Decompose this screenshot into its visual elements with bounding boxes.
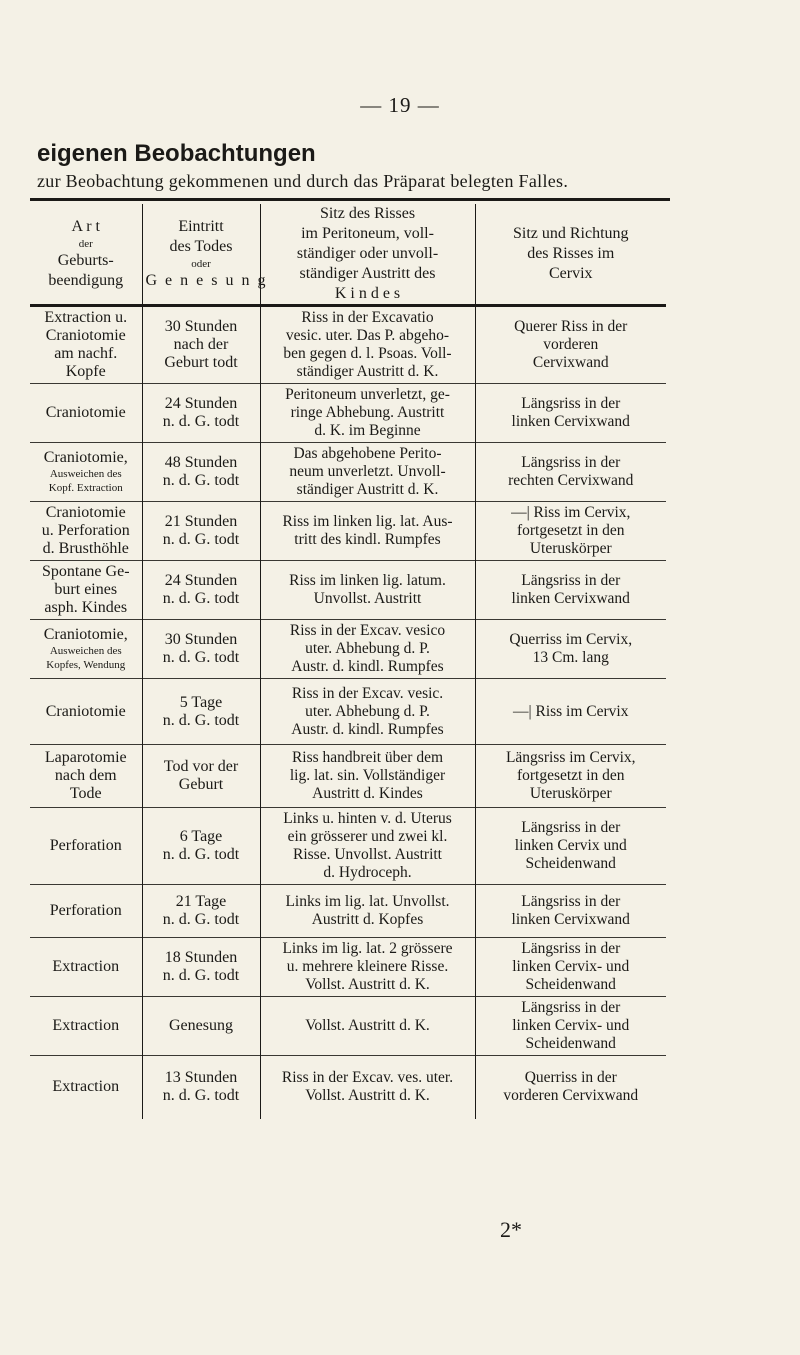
header-art bbox=[30, 204, 142, 306]
cell-eintritt-line: n. d. G. todt bbox=[162, 1087, 240, 1105]
cell-sitz-line: Vollst. Austritt d. K. bbox=[305, 976, 430, 993]
cell-cervix bbox=[475, 443, 666, 502]
header-line: der bbox=[78, 238, 93, 250]
cell-cervix bbox=[475, 620, 666, 679]
cell-eintritt-line: 21 Stunden bbox=[164, 513, 238, 530]
cell-sitz-line: neum unverletzt. Unvoll- bbox=[289, 463, 446, 480]
cell-art-line: Kopfes, Wendung bbox=[46, 659, 126, 671]
cell-art-line: Spontane Ge- bbox=[41, 563, 130, 580]
cell-cervix bbox=[475, 679, 666, 745]
cell-eintritt-line: 5 Tage bbox=[179, 693, 223, 711]
table-row bbox=[30, 679, 666, 745]
cell-sitz bbox=[260, 997, 475, 1056]
cell-art-line: Extraction u. bbox=[44, 309, 128, 326]
table-row bbox=[30, 885, 666, 938]
cell-sitz bbox=[260, 502, 475, 561]
cell-art bbox=[30, 1056, 142, 1119]
cell-sitz bbox=[260, 306, 475, 384]
cell-cervix-line: Cervixwand bbox=[532, 354, 609, 371]
table-row bbox=[30, 502, 666, 561]
observation-table bbox=[30, 204, 666, 1119]
cell-cervix bbox=[475, 1056, 666, 1119]
cell-sitz-line: ständiger Austritt d. K. bbox=[296, 363, 439, 380]
cell-cervix-line: Längsriss in der bbox=[521, 999, 621, 1016]
cell-eintritt bbox=[142, 306, 260, 384]
table-row bbox=[30, 384, 666, 443]
cell-sitz-line: d. K. im Beginne bbox=[314, 422, 421, 439]
cell-art bbox=[30, 745, 142, 808]
header-line: G e n e s u n g bbox=[145, 272, 268, 289]
cell-sitz bbox=[260, 808, 475, 885]
cell-cervix bbox=[475, 938, 666, 997]
cell-eintritt-line: 13 Stunden bbox=[164, 1069, 238, 1087]
cell-eintritt-line: Geburt bbox=[178, 776, 224, 793]
cell-art-line: Craniotomie bbox=[45, 702, 126, 720]
cell-cervix-line: fortgesetzt in den bbox=[516, 522, 625, 539]
table-row bbox=[30, 745, 666, 808]
cell-cervix-line: vorderen bbox=[543, 336, 599, 353]
cell-sitz-line: Links im lig. lat. Unvollst. bbox=[285, 893, 450, 910]
cell-cervix-line: Längsriss in der bbox=[521, 572, 621, 589]
cell-art bbox=[30, 443, 142, 502]
header-line: ständiger Austritt des bbox=[299, 265, 436, 282]
cell-sitz-line: Riss in der Excavatio bbox=[301, 309, 434, 326]
cell-eintritt-line: Genesung bbox=[169, 1017, 233, 1034]
cell-sitz-line: Unvollst. Austritt bbox=[313, 590, 422, 607]
cell-sitz-line: lig. lat. sin. Vollständiger bbox=[289, 767, 446, 784]
cell-cervix-line: linken Cervix und bbox=[514, 837, 627, 854]
header-eintritt bbox=[142, 204, 268, 306]
cell-cervix bbox=[475, 306, 666, 384]
cell-eintritt-line: Tod vor der bbox=[163, 758, 239, 775]
cell-cervix-line: fortgesetzt in den bbox=[516, 767, 625, 784]
cell-eintritt-line: n. d. G. todt bbox=[162, 413, 240, 430]
cell-cervix-line: Uteruskörper bbox=[529, 785, 612, 802]
cell-art-line: Extraction bbox=[52, 958, 120, 975]
cell-eintritt-line: 30 Stunden bbox=[164, 631, 238, 648]
cell-sitz-line: uter. Abhebung d. P. bbox=[305, 702, 430, 720]
cell-cervix bbox=[475, 561, 666, 620]
cell-art-line: Ausweichen des bbox=[49, 468, 122, 480]
cell-cervix bbox=[475, 808, 666, 885]
cell-sitz-line: ein grösserer und zwei kl. bbox=[287, 828, 448, 845]
cell-sitz-line: ständiger Austritt d. K. bbox=[296, 481, 439, 498]
cell-art bbox=[30, 561, 142, 620]
cell-cervix-line: Uteruskörper bbox=[529, 540, 612, 557]
header-line: des Risses im bbox=[527, 245, 615, 262]
cell-cervix-line: linken Cervixwand bbox=[511, 590, 630, 607]
cell-sitz-line: ben gegen d. l. Psoas. Voll- bbox=[283, 345, 452, 362]
cell-sitz-line: Vollst. Austritt d. K. bbox=[305, 1017, 430, 1034]
cell-eintritt-line: 24 Stunden bbox=[164, 395, 238, 412]
cell-eintritt-line: n. d. G. todt bbox=[162, 590, 240, 607]
cell-art bbox=[30, 997, 142, 1056]
cell-eintritt-line: n. d. G. todt bbox=[162, 649, 240, 666]
cell-eintritt bbox=[142, 938, 260, 997]
cell-eintritt-line: n. d. G. todt bbox=[162, 967, 240, 984]
cell-cervix bbox=[475, 997, 666, 1056]
cell-eintritt-line: nach der bbox=[173, 336, 229, 353]
cell-sitz-line: Austr. d. kindl. Rumpfes bbox=[291, 658, 444, 675]
cell-art-line: Tode bbox=[69, 785, 102, 802]
cell-eintritt-line: 48 Stunden bbox=[164, 454, 238, 471]
cell-cervix bbox=[475, 885, 666, 938]
cell-eintritt bbox=[142, 443, 260, 502]
cell-cervix-line: Querriss im Cervix, bbox=[509, 631, 633, 648]
cell-art-line: Kopf. Extraction bbox=[48, 482, 123, 494]
cell-eintritt-line: n. d. G. todt bbox=[162, 711, 240, 729]
cell-cervix bbox=[475, 384, 666, 443]
cell-sitz-line: Das abgehobene Perito- bbox=[293, 445, 442, 462]
cell-sitz-line: Risse. Unvollst. Austritt bbox=[293, 846, 442, 863]
header-line: Sitz des Risses bbox=[319, 205, 416, 222]
cell-cervix-line: Längsriss in der bbox=[521, 893, 621, 910]
cell-cervix-line: —| Riss im Cervix bbox=[513, 702, 629, 720]
cell-art-line: asph. Kindes bbox=[44, 599, 128, 616]
cell-art bbox=[30, 885, 142, 938]
cell-eintritt bbox=[142, 1056, 260, 1119]
cell-art bbox=[30, 938, 142, 997]
cell-cervix-line: Längsriss in der bbox=[521, 454, 621, 471]
cell-cervix bbox=[475, 502, 666, 561]
cell-cervix-line: linken Cervix- und bbox=[512, 958, 630, 975]
table-row bbox=[30, 1056, 666, 1119]
cell-sitz-line: Riss in der Excav. vesico bbox=[289, 622, 446, 639]
cell-sitz-line: Riss in der Excav. vesic. bbox=[291, 684, 444, 702]
cell-art-line: Ausweichen des bbox=[49, 645, 122, 657]
table-top-rule bbox=[30, 198, 670, 201]
cell-cervix-line: Scheidenwand bbox=[525, 976, 616, 993]
cell-art-line: Perforation bbox=[49, 902, 122, 919]
cell-art-line: Craniotomie bbox=[45, 504, 126, 521]
cell-eintritt-line: Geburt todt bbox=[164, 354, 238, 371]
cell-cervix-line: Scheidenwand bbox=[525, 1035, 616, 1052]
cell-cervix-line: vorderen Cervixwand bbox=[503, 1087, 639, 1105]
cell-art-line: Craniotomie bbox=[45, 404, 126, 421]
cell-art bbox=[30, 384, 142, 443]
cell-eintritt bbox=[142, 997, 260, 1056]
cell-cervix-line: Längsriss in der bbox=[521, 819, 621, 836]
signature-mark: 2* bbox=[500, 1217, 522, 1242]
cell-eintritt bbox=[142, 620, 260, 679]
header-line: des Todes bbox=[169, 238, 233, 255]
header-row bbox=[30, 204, 666, 306]
header-sitz-peritoneum bbox=[260, 204, 475, 306]
table-row bbox=[30, 938, 666, 997]
header-line: Geburts- bbox=[57, 252, 114, 269]
header-line: oder bbox=[191, 258, 211, 270]
cell-art bbox=[30, 808, 142, 885]
cell-eintritt bbox=[142, 885, 260, 938]
header-line: im Peritoneum, voll- bbox=[301, 225, 434, 242]
cell-sitz-line: Austritt d. Kindes bbox=[312, 785, 423, 802]
header-line: ständiger oder unvoll- bbox=[296, 245, 439, 262]
cell-eintritt bbox=[142, 561, 260, 620]
cell-cervix-line: linken Cervixwand bbox=[511, 413, 630, 430]
cell-art-line: Craniotomie, bbox=[43, 626, 128, 643]
header-line: K i n d e s bbox=[334, 285, 401, 302]
cell-cervix-line: linken Cervixwand bbox=[511, 911, 630, 928]
cell-sitz-line: vesic. uter. Das P. abgeho- bbox=[285, 327, 450, 344]
cell-sitz-line: Links u. hinten v. d. Uterus bbox=[283, 810, 452, 827]
cell-sitz-line: Riss im linken lig. lat. Aus- bbox=[282, 513, 453, 530]
cell-sitz-line: Peritoneum unverletzt, ge- bbox=[285, 386, 450, 403]
cell-eintritt-line: 30 Stunden bbox=[164, 318, 238, 335]
cell-art-line: nach dem bbox=[54, 767, 117, 784]
cell-sitz-line: u. mehrere kleinere Risse. bbox=[286, 958, 449, 975]
header-line: Cervix bbox=[548, 265, 593, 282]
cell-eintritt bbox=[142, 502, 260, 561]
cell-art-line: Kopfe bbox=[65, 363, 106, 380]
page-number: — 19 — bbox=[360, 93, 440, 117]
cell-art-line: u. Perforation bbox=[41, 522, 130, 539]
cell-eintritt-line: n. d. G. todt bbox=[162, 911, 240, 928]
cell-art-line: burt eines bbox=[54, 581, 118, 598]
cell-art-line: Extraction bbox=[52, 1017, 120, 1034]
cell-cervix-line: 13 Cm. lang bbox=[532, 649, 609, 666]
cell-eintritt bbox=[142, 384, 260, 443]
cell-sitz bbox=[260, 561, 475, 620]
cell-art bbox=[30, 502, 142, 561]
table-row bbox=[30, 620, 666, 679]
cell-eintritt-line: n. d. G. todt bbox=[162, 472, 240, 489]
header-line: A r t bbox=[71, 218, 100, 235]
cell-sitz bbox=[260, 384, 475, 443]
cell-sitz bbox=[260, 745, 475, 808]
cell-sitz-line: uter. Abhebung d. P. bbox=[305, 640, 430, 657]
cell-sitz-line: Riss im linken lig. latum. bbox=[289, 572, 446, 589]
table-body bbox=[30, 306, 666, 1119]
cell-art-line: Craniotomie, bbox=[43, 449, 128, 466]
header-line: Sitz und Richtung bbox=[512, 225, 629, 242]
cell-art-line: Perforation bbox=[49, 837, 122, 854]
table-row bbox=[30, 997, 666, 1056]
cell-eintritt-line: 24 Stunden bbox=[164, 572, 238, 589]
cell-cervix-line: —| Riss im Cervix, bbox=[511, 504, 631, 521]
cell-sitz-line: Vollst. Austritt d. K. bbox=[305, 1087, 430, 1105]
cell-sitz-line: Riss handbreit über dem bbox=[291, 749, 444, 766]
header-line: Eintritt bbox=[178, 218, 224, 235]
cell-sitz bbox=[260, 443, 475, 502]
cell-cervix-line: Querer Riss in der bbox=[514, 318, 628, 335]
cell-sitz-line: ringe Abhebung. Austritt bbox=[290, 404, 445, 421]
table-row bbox=[30, 443, 666, 502]
cell-cervix-line: rechten Cervixwand bbox=[508, 472, 634, 489]
cell-eintritt-line: 18 Stunden bbox=[164, 949, 238, 966]
cell-eintritt-line: n. d. G. todt bbox=[162, 531, 240, 548]
table-header bbox=[30, 204, 666, 306]
page-heading: eigenen Beobachtungen bbox=[37, 140, 316, 167]
cell-eintritt-line: 21 Tage bbox=[175, 893, 227, 910]
cell-sitz bbox=[260, 620, 475, 679]
cell-sitz-line: d. Hydroceph. bbox=[323, 864, 412, 881]
cell-art-line: am nachf. bbox=[54, 345, 118, 362]
cell-eintritt bbox=[142, 808, 260, 885]
cell-eintritt-line: n. d. G. todt bbox=[162, 846, 240, 863]
table-row bbox=[30, 808, 666, 885]
cell-cervix-line: Querriss in der bbox=[524, 1069, 617, 1087]
cell-eintritt-line: 6 Tage bbox=[179, 828, 223, 845]
cell-sitz bbox=[260, 938, 475, 997]
cell-sitz-line: Austritt d. Kopfes bbox=[311, 911, 424, 928]
header-line: beendigung bbox=[48, 272, 124, 289]
cell-eintritt bbox=[142, 679, 260, 745]
cell-art bbox=[30, 306, 142, 384]
cell-sitz-line: Riss in der Excav. ves. uter. bbox=[281, 1069, 454, 1087]
cell-art bbox=[30, 620, 142, 679]
page-subheading: zur Beobachtung gekommenen und durch das Präparat belegten Falles. bbox=[37, 171, 569, 191]
cell-sitz-line: tritt des kindl. Rumpfes bbox=[294, 531, 441, 548]
cell-cervix-line: linken Cervix- und bbox=[512, 1017, 630, 1034]
header-sitz-cervix bbox=[475, 204, 666, 306]
cell-sitz-line: Links im lig. lat. 2 grössere bbox=[282, 940, 453, 957]
cell-sitz bbox=[260, 885, 475, 938]
cell-art-line: Craniotomie bbox=[45, 327, 126, 344]
cell-sitz-line: Austr. d. kindl. Rumpfes bbox=[291, 720, 444, 738]
cell-sitz bbox=[260, 1056, 475, 1119]
cell-art-line: Laparotomie bbox=[44, 749, 127, 766]
cell-cervix-line: Längsriss im Cervix, bbox=[505, 749, 636, 766]
table-row bbox=[30, 561, 666, 620]
cell-cervix-line: Längsriss in der bbox=[521, 940, 621, 957]
cell-art bbox=[30, 679, 142, 745]
table-row bbox=[30, 306, 666, 384]
cell-art-line: d. Brusthöhle bbox=[42, 540, 129, 557]
cell-sitz bbox=[260, 679, 475, 745]
cell-cervix-line: Längsriss in der bbox=[521, 395, 621, 412]
cell-art-line: Extraction bbox=[52, 1078, 120, 1096]
cell-cervix-line: Scheidenwand bbox=[525, 855, 616, 872]
cell-eintritt bbox=[142, 745, 260, 808]
cell-cervix bbox=[475, 745, 666, 808]
